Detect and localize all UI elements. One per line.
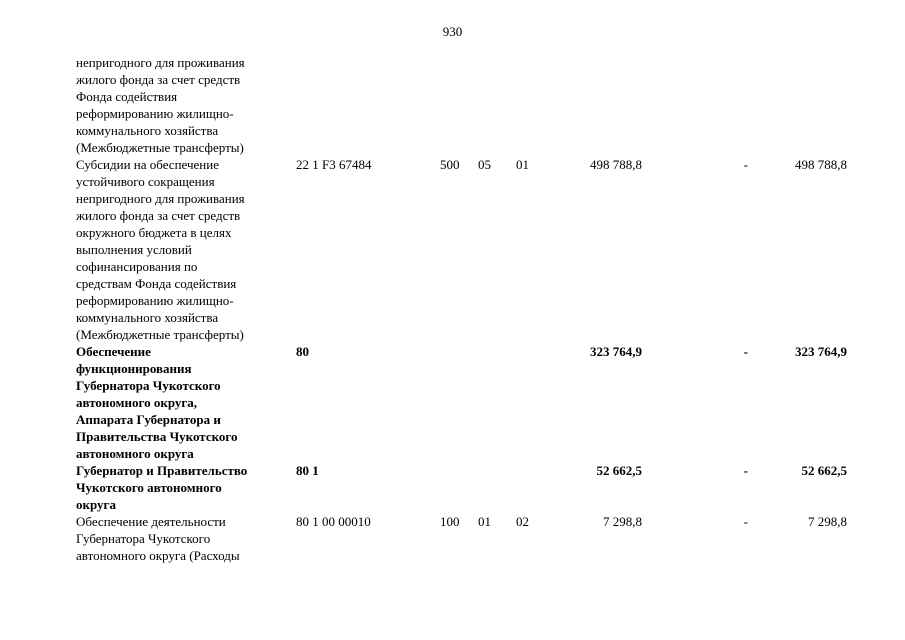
row-name-line: коммунального хозяйства <box>76 123 219 138</box>
target-code: 22 1 F3 67484 <box>296 157 372 172</box>
row-name-line: Губернатор и Правительство <box>76 463 248 478</box>
expense-type: 500 <box>440 157 460 172</box>
row-name-line: жилого фонда за счет средств <box>76 72 241 87</box>
row-name-line: Правительства Чукотского <box>76 429 238 444</box>
row-name <box>76 54 286 156</box>
amount-original: 498 788,8 <box>590 157 642 172</box>
row-name-line: Аппарата Губернатора и <box>76 412 221 427</box>
row-name-line: жилого фонда за счет средств <box>76 208 241 223</box>
table-row <box>0 343 905 462</box>
target-code: 80 1 <box>296 463 319 478</box>
row-name-line: округа <box>76 497 116 512</box>
row-name-line: Губернатора Чукотского <box>76 531 211 546</box>
expense-type: 100 <box>440 514 460 529</box>
amount-final: 7 298,8 <box>808 514 847 529</box>
subsection-code: 01 <box>516 157 529 172</box>
section-code: 01 <box>478 514 491 529</box>
amount-final: 323 764,9 <box>795 344 847 359</box>
row-name-line: (Межбюджетные трансферты) <box>76 327 244 342</box>
table-row <box>0 462 905 513</box>
row-name-line: автономного округа, <box>76 395 198 410</box>
subsection-code: 02 <box>516 514 529 529</box>
amount-final: 498 788,8 <box>795 157 847 172</box>
amount-final: 52 662,5 <box>801 463 847 478</box>
row-name-line: выполнения условий <box>76 242 192 257</box>
row-name-line: Фонда содействия <box>76 89 178 104</box>
section-code: 05 <box>478 157 491 172</box>
amount-change: - <box>743 344 748 359</box>
row-name-line: устойчивого сокращения <box>76 174 215 189</box>
row-name <box>76 462 286 513</box>
row-name-line: реформированию жилищно- <box>76 106 234 121</box>
row-name-line: непригодного для проживания <box>76 55 245 70</box>
row-name <box>76 513 286 564</box>
amount-change: - <box>743 463 748 478</box>
row-name-line: реформированию жилищно- <box>76 293 234 308</box>
amount-original: 52 662,5 <box>596 463 642 478</box>
row-name-line: Обеспечение <box>76 344 151 359</box>
target-code: 80 1 00 00010 <box>296 514 371 529</box>
row-name-line: (Межбюджетные трансферты) <box>76 140 244 155</box>
amount-original: 323 764,9 <box>590 344 642 359</box>
row-name-line: софинансирования по <box>76 259 198 274</box>
row-name-line: автономного округа (Расходы <box>76 548 240 563</box>
table-row <box>0 513 905 564</box>
row-name-line: коммунального хозяйства <box>76 310 219 325</box>
row-name-line: автономного округа <box>76 446 194 461</box>
row-name-line: средствам Фонда содействия <box>76 276 237 291</box>
amount-original: 7 298,8 <box>603 514 642 529</box>
row-name-line: непригодного для проживания <box>76 191 245 206</box>
row-name-line: функционирования <box>76 361 192 376</box>
amount-change: - <box>743 157 748 172</box>
row-name-line: Чукотского автономного <box>76 480 222 495</box>
target-code: 80 <box>296 344 309 359</box>
row-name-line: Обеспечение деятельности <box>76 514 226 529</box>
row-name <box>76 156 286 343</box>
table-row <box>0 156 905 343</box>
row-name-line: окружного бюджета в целях <box>76 225 232 240</box>
row-name <box>76 343 286 462</box>
table-row <box>0 54 905 156</box>
row-name-line: Губернатора Чукотского <box>76 378 221 393</box>
page-number: 930 <box>442 24 463 39</box>
row-name-line: Субсидии на обеспечение <box>76 157 219 172</box>
amount-change: - <box>743 514 748 529</box>
